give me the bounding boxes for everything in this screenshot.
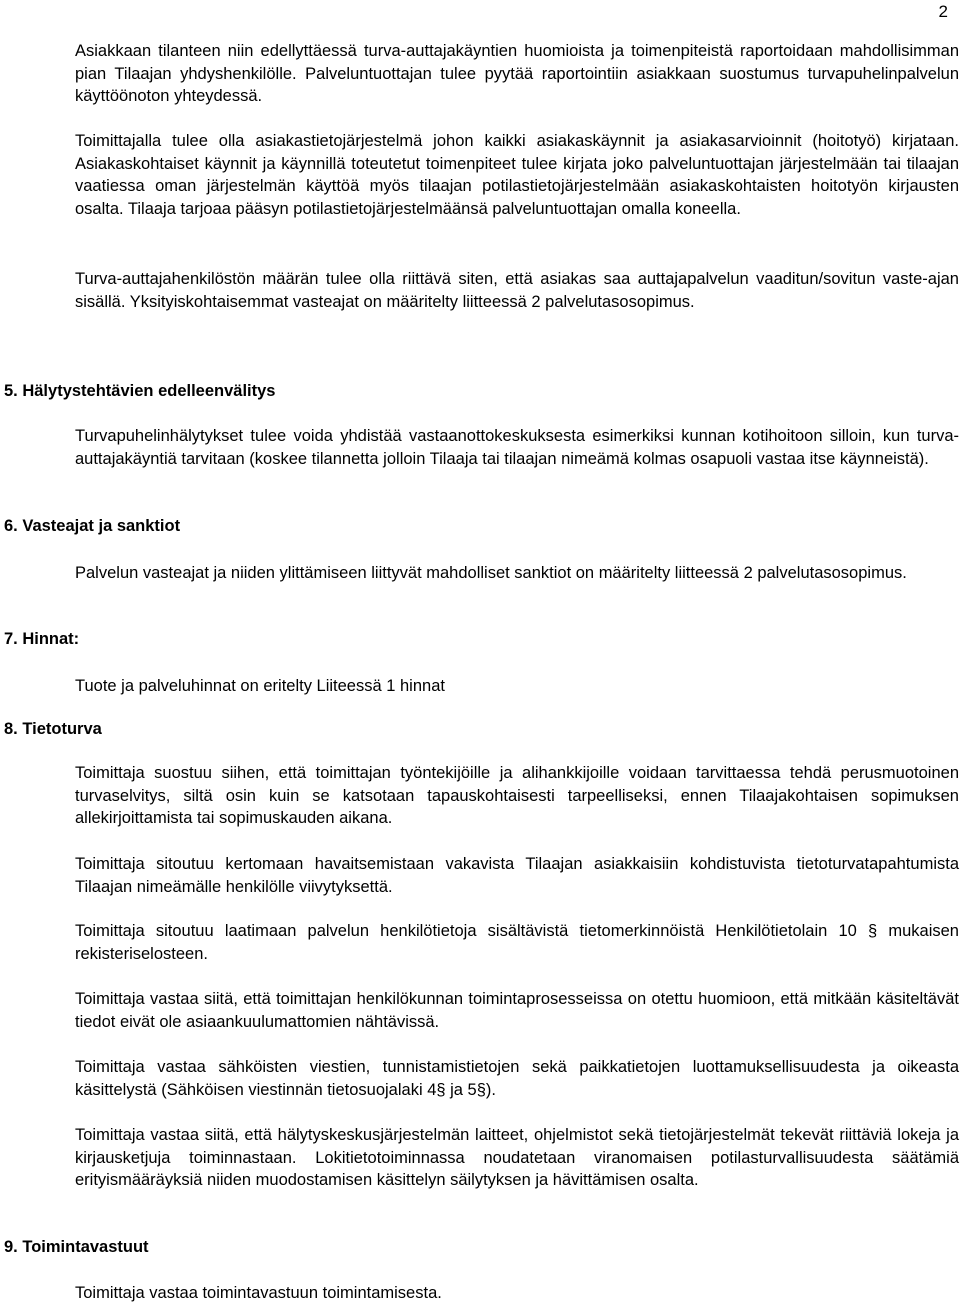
paragraph-prices: Tuote ja palveluhinnat on eritelty Liiteessä 1 hinnat <box>75 677 445 695</box>
paragraph-logging: Toimittaja vastaa siitä, että hälytyskeskusjärjestelmän laitteet, ohjelmistot sekä tietojärjestelmät tekevät riittäviä lokeja ja kirjausketjuja toiminnastaan. Lokitietotoiminnassa noudatetaan viranomaisen potilasturvallisuudesta säätämiä erityismääräyksiä niiden muodostamisen käsittelyn säilytyksen ja hävittämisen osalta. <box>75 1126 959 1189</box>
paragraph-client-records: Toimittajalla tulee olla asiakastietojärjestelmä johon kaikki asiakaskäynnit ja asiakasarvioinnit (hoitotyö) kirjataan. Asiakaskohtaiset käynnit ja käynnillä toteutetut toimenpiteet tulee kirjata joko palveluntuottajan järjestelmään tai tilaajan vaatiessa oman järjestelmän käyttöä myös tilaajan potilastietojärjestelmään asiakaskohtaisten hoitotyön kirjausten osalta. Tilaaja tarjoaa pääsyn potilastietojärjestelmäänsä palveluntuottajan omalla koneella. <box>75 132 959 218</box>
paragraph-register: Toimittaja sitoutuu laatimaan palvelun henkilötietoja sisältävistä tietomerkinnöistä Henkilötietolain 10 § mukaisen rekisteriselosteen. <box>75 922 959 963</box>
heading-section-9: 9. Toimintavastuut <box>4 1238 149 1256</box>
heading-section-8: 8. Tietoturva <box>4 720 102 738</box>
paragraph-response-times: Palvelun vasteajat ja niiden ylittämiseen liittyvät mahdolliset sanktiot on määritelty liitteessä 2 palvelutasosopimus. <box>75 564 907 582</box>
heading-section-6: 6. Vasteajat ja sanktiot <box>4 517 181 535</box>
paragraph-electronic-messages: Toimittaja vastaa sähköisten viestien, tunnistamistietojen sekä paikkatietojen luottamuksellisuudesta ja oikeasta käsittelystä (Sähköisen viestinnän tietosuojalaki 4§ ja 5§). <box>75 1058 959 1099</box>
paragraph-reporting: Asiakkaan tilanteen niin edellyttäessä turva-auttajakäyntien huomioista ja toimenpiteistä raportoidaan mahdollisimman pian Tilaajan yhdyshenkilölle. Palveluntuottajan tulee pyytää raportointiin asiakkaan suostumus turvapuhelinpalvelun käyttöönoton yhteydessä. <box>75 42 959 105</box>
paragraph-confidentiality: Toimittaja vastaa siitä, että toimittajan henkilökunnan toimintaprosesseissa on otettu huomioon, että mitkään käsiteltävät tiedot eivät ole asiaankuulumattomien nähtävissä. <box>75 990 959 1031</box>
paragraph-alarm-forwarding: Turvapuhelinhälytykset tulee voida yhdistää vastaanottokeskuksesta esimerkiksi kunnan kotihoitoon silloin, kun turva-auttajakäyntiä tarvitaan (koskee tilannetta jolloin Tilaaja tai tilaajan nimeämä kolmas osapuoli vastaa itse käynneistä). <box>75 427 959 468</box>
paragraph-staffing: Turva-auttajahenkilöstön määrän tulee olla riittävä siten, että asiakas saa auttajapalvelun vaaditun/sovitun vaste-ajan sisällä. Yksityiskohtaisemmat vasteajat on määritelty liitteessä 2 palvelutasosopimus. <box>75 270 959 311</box>
paragraph-security-clearance: Toimittaja suostuu siihen, että toimittajan työntekijöille ja alihankkijoille voidaan tarvittaessa tehdä perusmuotoinen turvaselvitys, siltä osin kuin se katsotaan tapauskohtaisesti tarpeelliseksi, ennen Tilaajakohtaisen sopimuksen allekirjoittamista tai sopimuskauden aikana. <box>75 764 959 827</box>
heading-section-5: 5. Hälytystehtävien edelleenvälitys <box>4 382 276 400</box>
paragraph-security-incidents: Toimittaja sitoutuu kertomaan havaitsemistaan vakavista Tilaajan asiakkaisiin kohdistuvista tietoturvatapahtumista Tilaajan nimeämälle henkilölle viivytyksettä. <box>75 855 959 896</box>
heading-section-7: 7. Hinnat: <box>4 630 80 648</box>
page-number: 2 <box>938 2 948 21</box>
paragraph-final: Toimittaja vastaa toimintavastuun toimintamisesta. <box>75 1284 442 1302</box>
